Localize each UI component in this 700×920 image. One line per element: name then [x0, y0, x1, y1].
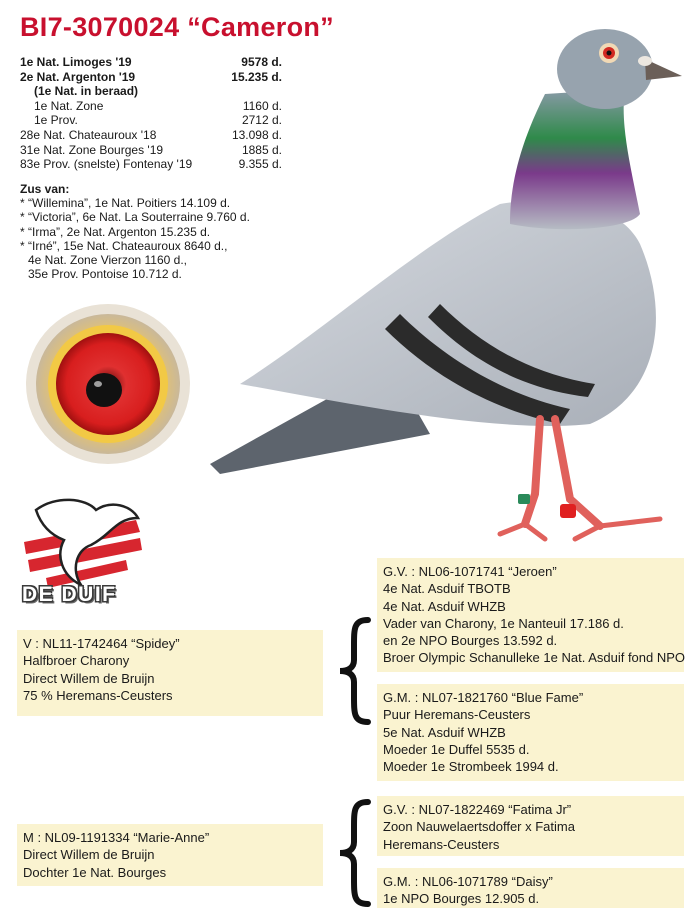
sire-brace-icon: [336, 616, 372, 726]
dam-father-line: Zoon Nauwelaertsdoffer x Fatima: [383, 819, 575, 835]
sire-father-line: G.V. : NL06-1071741 “Jeroen”: [383, 564, 557, 579]
result-label: 1e Nat. Zone: [34, 98, 104, 113]
sister-heading: Zus van:: [20, 182, 70, 196]
sire-father-line: Broer Olympic Schanulleke 1e Nat. Asduif fond NPO: [383, 650, 686, 666]
eye-closeup-image: [22, 300, 192, 468]
sire-father-line: Vader van Charony, 1e Nanteuil 17.186 d.: [383, 615, 624, 631]
sire-father-line: 4e Nat. Asduif WHZB: [383, 598, 506, 614]
result-label: 31e Nat. Zone Bourges '19: [20, 142, 164, 157]
result-value: 15.235 d.: [231, 69, 282, 84]
sire-father-line: en 2e NPO Bourges 13.592 d.: [383, 633, 558, 649]
dam-father-line: Heremans-Ceusters: [383, 836, 500, 852]
sister-line: * “Irma”, 2e Nat. Argenton 15.235 d.: [20, 224, 211, 239]
dam-mother-line: 1e NPO Bourges 12.905 d.: [383, 891, 540, 907]
result-value: 1885 d.: [241, 142, 282, 157]
result-value: 2712 d.: [241, 113, 282, 128]
result-label: 83e Prov. (snelste) Fontenay '19: [20, 157, 193, 172]
sister-line: * “Victoria”, 6e Nat. La Souterraine 9.760 d.: [20, 210, 250, 225]
dam-father-box: [377, 796, 684, 856]
result-label: 2e Nat. Argenton '19: [20, 69, 136, 84]
result-label: 1e Prov.: [34, 113, 78, 128]
sire-line: 75 % Heremans-Ceusters: [23, 687, 173, 703]
result-label: 28e Nat. Chateauroux '18: [20, 127, 157, 142]
sire-father-box: [377, 558, 684, 672]
sire-mother-line: G.M. : NL07-1821760 “Blue Fame”: [383, 690, 584, 705]
sire-mother-line: Moeder 1e Duffel 5535 d.: [383, 741, 530, 757]
sire-father-line: 4e Nat. Asduif TBOTB: [383, 581, 511, 597]
sire-line: V : NL11-1742464 “Spidey”: [23, 636, 180, 651]
result-value: 1160 d.: [242, 98, 282, 113]
result-value: 13.098 d.: [231, 127, 282, 142]
dam-father-line: G.V. : NL07-1822469 “Fatima Jr”: [383, 802, 572, 817]
result-label: (1e Nat. in beraad): [34, 84, 139, 99]
result-value: 9578 d.: [241, 55, 282, 69]
sister-line: 35e Prov. Pontoise 10.712 d.: [28, 267, 182, 282]
sister-line: 4e Nat. Zone Vierzon 1160 d.,: [28, 253, 187, 268]
sire-mother-line: Puur Heremans-Ceusters: [383, 707, 531, 723]
dam-brace-icon: [336, 798, 372, 908]
sister-line: * “Irné”, 15e Nat. Chateauroux 8640 d.,: [20, 238, 228, 253]
pigeon-title: BI7-3070024 “Cameron”: [20, 12, 334, 42]
dam-line: M : NL09-1191334 “Marie-Anne”: [23, 830, 210, 845]
result-value: 9.355 d.: [238, 157, 282, 172]
result-label: 1e Nat. Limoges '19: [20, 55, 132, 69]
dam-box: [17, 824, 323, 886]
dam-mother-line: G.M. : NL06-1071789 “Daisy”: [383, 874, 553, 889]
sire-mother-line: 5e Nat. Asduif WHZB: [383, 724, 506, 740]
dam-line: Direct Willem de Bruijn: [23, 847, 155, 863]
dam-line: Dochter 1e Nat. Bourges: [23, 864, 167, 880]
dam-mother-box: [377, 868, 684, 908]
sister-line: * “Willemina”, 1e Nat. Poitiers 14.109 d.: [20, 196, 231, 211]
sire-line: Halfbroer Charony: [23, 653, 130, 669]
sire-mother-line: Moeder 1e Strombeek 1994 d.: [383, 759, 559, 775]
pigeon-image: [200, 14, 690, 544]
sire-mother-box: [377, 684, 684, 781]
sire-box: [17, 630, 323, 716]
logo-wordmark: DE DUIF: [22, 583, 117, 606]
sire-line: Direct Willem de Bruijn: [23, 670, 155, 686]
